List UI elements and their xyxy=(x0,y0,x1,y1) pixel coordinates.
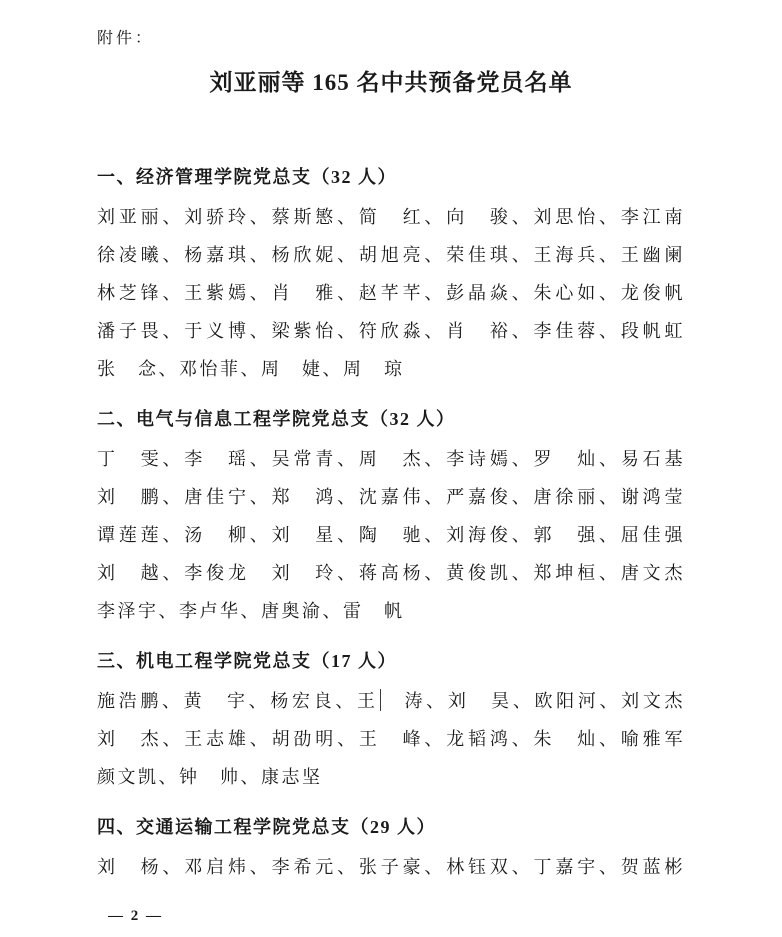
name-list-line: 徐凌曦、杨嘉琪、杨欣妮、胡旭亮、荣佳琪、王海兵、王幽阑 xyxy=(97,245,685,265)
name-list-line: 刘亚丽、刘骄玲、蔡斯慜、简 红、向 骏、刘思怡、李江南 xyxy=(97,207,685,227)
section-heading: 二、电气与信息工程学院党总支（32 人） xyxy=(97,409,456,429)
document-body xyxy=(97,163,685,886)
name-list-line: 丁 雯、李 瑶、吴常青、周 杰、李诗嫣、罗 灿、易石基 xyxy=(97,449,685,469)
name-list-line: 刘 杰、王志雄、胡劭明、王 峰、龙韬鸿、朱 灿、喻雅军 xyxy=(97,729,685,749)
name-list-line: 刘 杨、邓启炜、李希元、张子豪、林钰双、丁嘉宇、贺蓝彬 xyxy=(97,857,685,877)
name-list-line: 张 念、邓怡菲、周 婕、周 琼 xyxy=(97,359,405,379)
page-number: — 2 — xyxy=(108,908,163,924)
section-heading: 一、经济管理学院党总支（32 人） xyxy=(97,167,397,187)
text-cursor xyxy=(380,689,381,711)
name-list-line-with-cursor xyxy=(97,682,685,720)
name-list-line: 颜文凯、钟 帅、康志坚 xyxy=(97,767,323,787)
name-list-line: 刘 鹏、唐佳宁、郑 鸿、沈嘉伟、严嘉俊、唐徐丽、谢鸿莹 xyxy=(97,487,685,507)
name-list-line: 谭莲莲、汤 柳、刘 星、陶 驰、刘海俊、郭 强、屈佳强 xyxy=(97,525,685,545)
name-list-text: 涛、刘 昊、欧阳河、刘文杰 xyxy=(381,691,686,711)
section-mechatronics xyxy=(97,647,685,796)
section-electrical-information xyxy=(97,405,685,630)
name-list-line: 潘子畏、于义博、梁紫怡、符欣淼、肖 裕、李佳蓉、段帆虹 xyxy=(97,321,685,341)
name-list-line: 林芝锋、王紫嫣、肖 雅、赵芊芊、彭晶焱、朱心如、龙俊帆 xyxy=(97,283,685,303)
section-economics-management xyxy=(97,163,685,388)
section-transportation xyxy=(97,813,685,886)
document-title: 刘亚丽等 165 名中共预备党员名单 xyxy=(209,70,573,95)
name-list-text: 施浩鹏、黄 宇、杨宏良、王 xyxy=(97,691,379,711)
section-heading: 三、机电工程学院党总支（17 人） xyxy=(97,651,397,671)
attachment-label: 附件： xyxy=(97,30,155,47)
section-heading: 四、交通运输工程学院党总支（29 人） xyxy=(97,817,436,837)
name-list-line: 李泽宇、李卢华、唐奥渝、雷 帆 xyxy=(97,601,405,621)
name-list-line: 刘 越、李俊龙 刘 玲、蒋高杨、黄俊凯、郑坤桓、唐文杰 xyxy=(97,563,685,583)
